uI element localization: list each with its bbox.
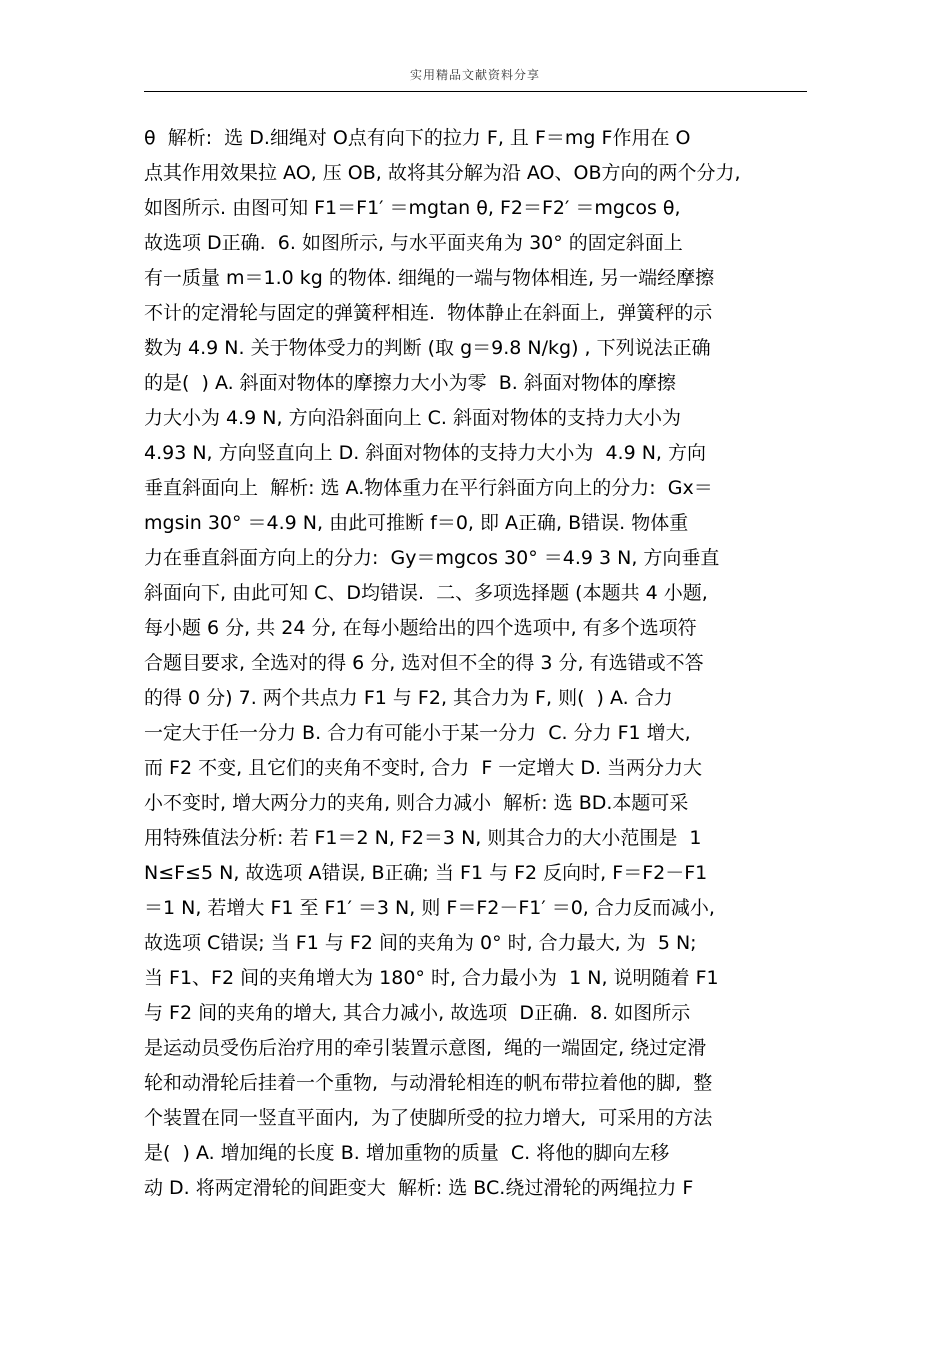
text-line: 是( ) A. 增加绳的长度 B. 增加重物的质量 C. 将他的脚向左移 bbox=[144, 1142, 670, 1164]
text-line: 而 F2 不变, 且它们的夹角不变时, 合力 F 一定增大 D. 当两分力大 bbox=[144, 757, 703, 779]
text-line: 不计的定滑轮与固定的弹簧秤相连. 物体静止在斜面上, 弹簧秤的示 bbox=[144, 302, 713, 324]
text-line: 力在垂直斜面方向上的分力: Gy＝mgcos 30° ＝4.9 3 N, 方向垂直 bbox=[144, 547, 720, 569]
text-line: N≤F≤5 N, 故选项 A错误, B正确; 当 F1 与 F2 反向时, F＝F2－F1 bbox=[144, 862, 708, 884]
text-line: 垂直斜面向上 解析: 选 A.物体重力在平行斜面方向上的分力: Gx＝ bbox=[144, 477, 713, 499]
text-line: 有一质量 m＝1.0 kg 的物体. 细绳的一端与物体相连, 另一端经摩擦 bbox=[144, 267, 715, 289]
page-header: 实用精品文献资料分享 bbox=[409, 68, 540, 82]
text-line: ＝1 N, 若增大 F1 至 F1′ ＝3 N, 则 F＝F2－F1′ ＝0, 合力反而减小, bbox=[144, 897, 715, 919]
text-line: 与 F2 间的夹角的增大, 其合力减小, 故选项 D正确. 8. 如图所示 bbox=[144, 1002, 691, 1024]
text-line: 故选项 C错误; 当 F1 与 F2 间的夹角为 0° 时, 合力最大, 为 5 N; bbox=[144, 932, 697, 954]
text-line: 故选项 D正确. 6. 如图所示, 与水平面夹角为 30° 的固定斜面上 bbox=[144, 232, 683, 254]
text-line: 小不变时, 增大两分力的夹角, 则合力减小 解析: 选 BD.本题可采 bbox=[144, 792, 689, 814]
text-line: 4.93 N, 方向竖直向上 D. 斜面对物体的支持力大小为 4.9 N, 方向 bbox=[144, 442, 707, 464]
text-line: 的得 0 分) 7. 两个共点力 F1 与 F2, 其合力为 F, 则( ) A. 合力 bbox=[144, 687, 673, 709]
text-line: 合题目要求, 全选对的得 6 分, 选对但不全的得 3 分, 有选错或不答 bbox=[144, 652, 704, 674]
document-body bbox=[144, 121, 814, 1206]
text-line: mgsin 30° ＝4.9 N, 由此可推断 f＝0, 即 A正确, B错误. 物体重 bbox=[144, 512, 689, 534]
text-line: 每小题 6 分, 共 24 分, 在每小题给出的四个选项中, 有多个选项符 bbox=[144, 617, 697, 639]
text-line: 轮和动滑轮后挂着一个重物, 与动滑轮相连的帆布带拉着他的脚, 整 bbox=[144, 1072, 713, 1094]
header-divider bbox=[144, 91, 807, 92]
text-line: 个装置在同一竖直平面内, 为了使脚所受的拉力增大, 可采用的方法 bbox=[144, 1107, 713, 1129]
text-line: 动 D. 将两定滑轮的间距变大 解析: 选 BC.绕过滑轮的两绳拉力 F bbox=[144, 1177, 694, 1199]
text-line: 用特殊值法分析: 若 F1＝2 N, F2＝3 N, 则其合力的大小范围是 1 bbox=[144, 827, 702, 849]
text-line: 的是( ) A. 斜面对物体的摩擦力大小为零 B. 斜面对物体的摩擦 bbox=[144, 372, 676, 394]
text-line: θ 解析: 选 D.细绳对 O点有向下的拉力 F, 且 F＝mg F作用在 O bbox=[144, 127, 691, 149]
text-line: 如图所示. 由图可知 F1＝F1′ ＝mgtan θ, F2＝F2′ ＝mgcos θ, bbox=[144, 197, 681, 219]
text-line: 数为 4.9 N. 关于物体受力的判断 (取 g＝9.8 N/kg) , 下列说法正确 bbox=[144, 337, 711, 359]
text-line: 一定大于任一分力 B. 合力有可能小于某一分力 C. 分力 F1 增大, bbox=[144, 722, 691, 744]
text-line: 点其作用效果拉 AO, 压 OB, 故将其分解为沿 AO、OB方向的两个分力, bbox=[144, 162, 741, 184]
text-line: 力大小为 4.9 N, 方向沿斜面向上 C. 斜面对物体的支持力大小为 bbox=[144, 407, 681, 429]
text-line: 是运动员受伤后治疗用的牵引装置示意图, 绳的一端固定, 绕过定滑 bbox=[144, 1037, 707, 1059]
text-line: 斜面向下, 由此可知 C、D均错误. 二、多项选择题 (本题共 4 小题, bbox=[144, 582, 708, 604]
text-line: 当 F1、F2 间的夹角增大为 180° 时, 合力最小为 1 N, 说明随着 F1 bbox=[144, 967, 719, 989]
